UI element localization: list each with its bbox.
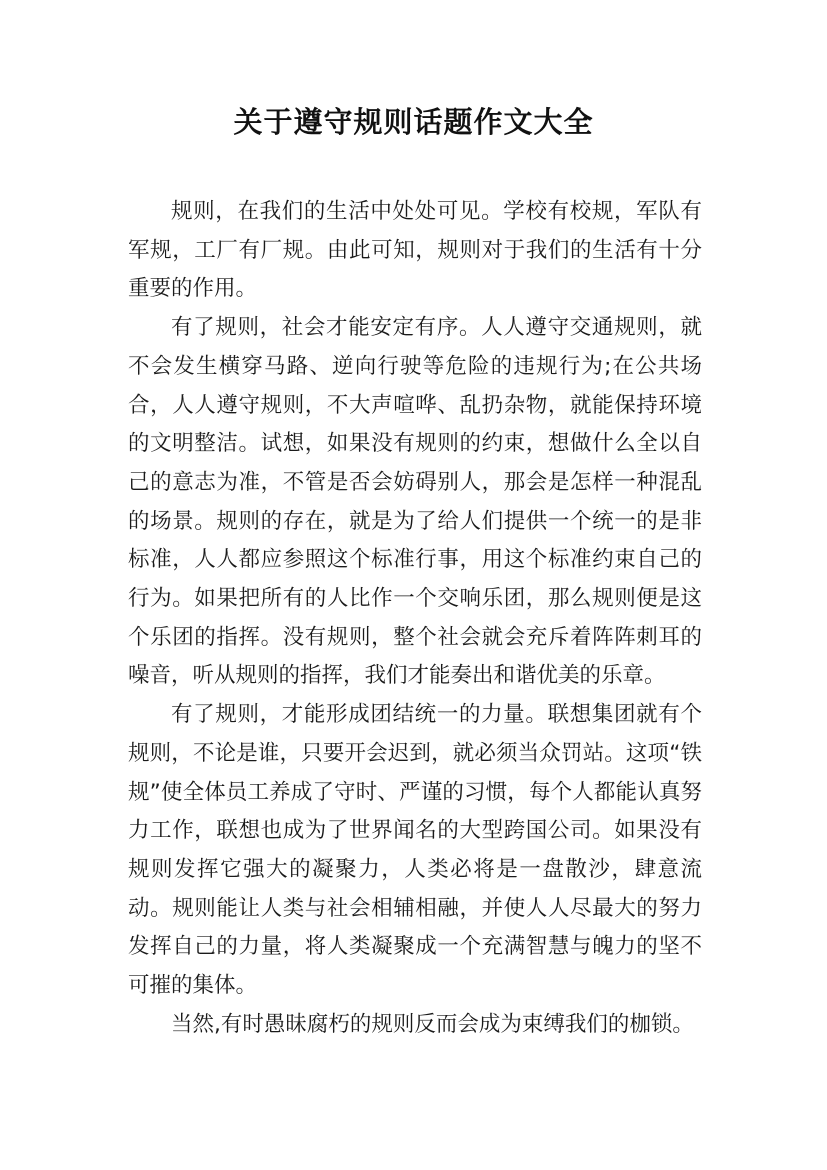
paragraph-2: 有了规则，社会才能安定有序。人人遵守交通规则，就不会发生横穿马路、逆向行驶等危险的违规行为;在公共场合，人人遵守规则，不大声喧哗、乱扔杂物，就能保持环境的文明整洁。试想，如果没有规则的约束，想做什么全以自己的意志为准，不管是否会妨碍别人，那会是怎样一种混乱的场景。规则的存在，就是为了给人们提供一个统一的是非标准，人人都应参照这个标准行事，用这个标准约束自己的行为。如果把所有的人比作一个交响乐团，那么规则便是这个乐团的指挥。没有规则，整个社会就会充斥着阵阵刺耳的噪音，听从规则的指挥，我们才能奏出和谐优美的乐章。: [128, 315, 702, 689]
document-title: 关于遵守规则话题作文大全: [233, 105, 594, 139]
paragraph-4: 当然,有时愚昧腐朽的规则反而会成为束缚我们的枷锁。: [171, 1011, 694, 1037]
document-body: [128, 193, 702, 1044]
paragraph-1: 规则，在我们的生活中处处可见。学校有校规，军队有军规，工厂有厂规。由此可知，规则对于我们的生活有十分重要的作用。: [128, 199, 702, 302]
paragraph-3: 有了规则，才能形成团结统一的力量。联想集团就有个规则，不论是谁，只要开会迟到，就必须当众罚站。这项“铁规”使全体员工养成了守时、严谨的习惯，每个人都能认真努力工作，联想也成为了世界闻名的大型跨国公司。如果没有规则发挥它强大的凝聚力，人类必将是一盘散沙，肆意流动。规则能让人类与社会相辅相融，并使人人尽最大的努力发挥自己的力量，将人类凝聚成一个充满智慧与魄力的坚不可摧的集体。: [128, 702, 702, 999]
